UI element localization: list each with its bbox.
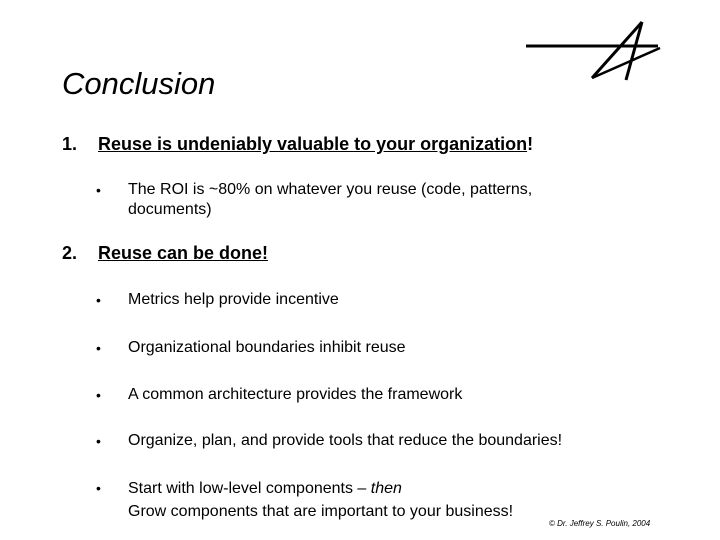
bullet-line xyxy=(128,477,513,500)
company-logo xyxy=(522,18,662,84)
bullet-marker: • xyxy=(96,433,101,449)
bullet-text: Metrics help provide incentive xyxy=(128,291,339,308)
bullet-text: A common architecture provides the framework xyxy=(128,386,463,403)
bullet-text: Organizational boundaries inhibit reuse xyxy=(128,339,406,356)
slide-title: Conclusion xyxy=(62,66,216,101)
bullet-marker: • xyxy=(96,340,101,356)
bullet-line-prefix: Start with low-level components – xyxy=(128,480,371,497)
bullet-text: Organize, plan, and provide tools that reduce the boundaries! xyxy=(128,432,563,449)
bullet-marker: • xyxy=(96,387,101,403)
copyright-note: © Dr. Jeffrey S. Poulin, 2004 xyxy=(549,519,651,528)
section-1-heading-text xyxy=(98,133,533,155)
bullet-emphasis: then xyxy=(370,480,402,497)
bullet-marker: • xyxy=(96,292,101,308)
bullet-text xyxy=(128,477,513,523)
bullet-marker: • xyxy=(96,480,101,496)
section-1-heading-label: Reuse is undeniably valuable to your organization xyxy=(98,134,528,154)
bullet-marker: • xyxy=(96,182,101,198)
section-2-number: 2. xyxy=(62,243,78,263)
bullet-text xyxy=(128,180,532,220)
section-2-heading-text: Reuse can be done! xyxy=(98,243,269,263)
bullet-line: Grow components that are important to your business! xyxy=(128,503,514,520)
section-1-heading-suffix: ! xyxy=(527,134,534,154)
bullet-line: The ROI is ~80% on whatever you reuse (code, patterns, xyxy=(128,181,533,198)
bullet-line: documents) xyxy=(128,201,212,218)
section-1-number: 1. xyxy=(62,134,78,154)
